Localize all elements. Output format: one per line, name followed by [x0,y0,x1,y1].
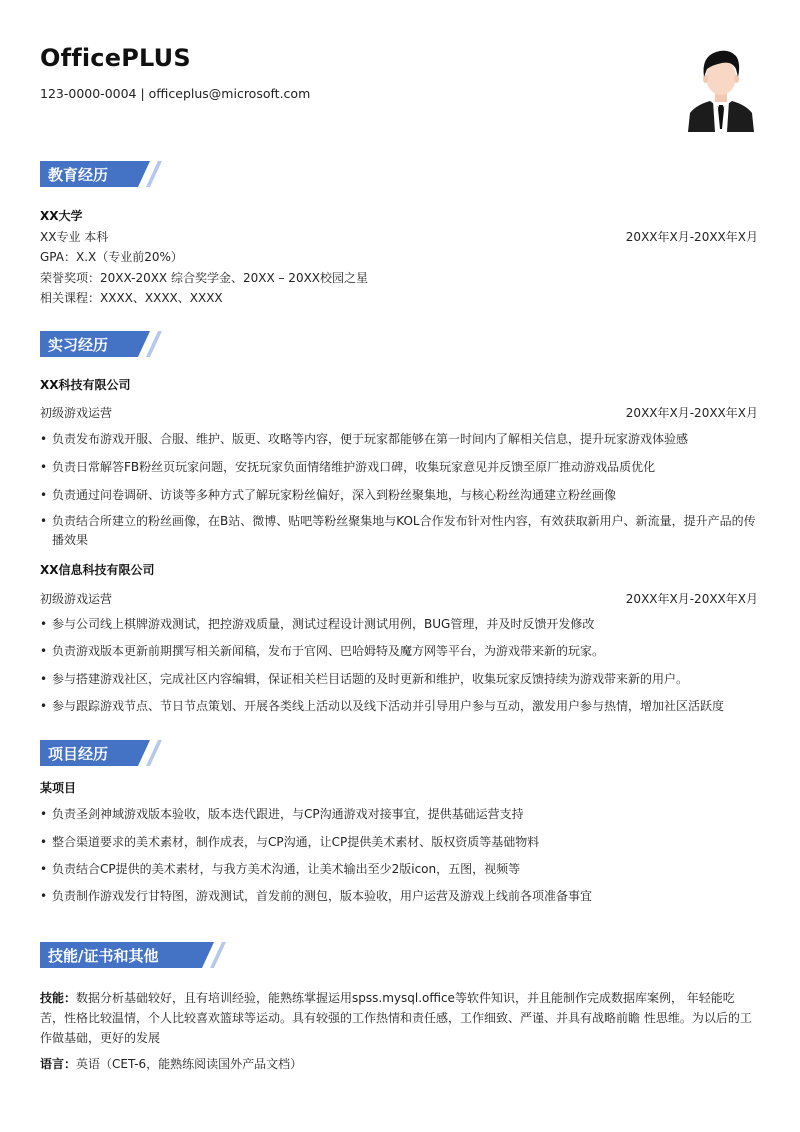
language-text: 英语（CET-6，能熟练阅读国外产品文档） [76,1057,303,1071]
major: XX专业 本科 [40,230,109,244]
bullet-icon: • [40,672,48,686]
section-title-project: 项目经历 [48,745,109,763]
bullet-icon: • [40,807,48,821]
skills-paragraph [40,988,758,1048]
list-item: • 负责圣剑神域游戏版本验收，版本迭代跟进，与CP沟通游戏对接事宜，提供基础运营支持 [40,805,760,824]
job-date: 20XX年X月-20XX年X月 [625,592,758,606]
section-header-skills [40,942,226,968]
section-header-education [40,161,162,187]
bullet-icon: • [40,488,48,502]
job-date: 20XX年X月-20XX年X月 [625,406,758,420]
list-item: • 负责游戏版本更新前期撰写相关新闻稿，发布于官网、巴哈姆特及魔方网等平台，为游戏带来新的玩家。 [40,642,760,661]
project-name: 某项目 [40,781,77,795]
bullet-icon: • [40,699,48,713]
skills-label: 技能： [40,991,77,1005]
gpa: GPA：X.X（专业前20%） [40,250,183,264]
language-label: 语言： [40,1057,77,1071]
skills-text: 数据分析基础较好，且有培训经验，能熟练掌握运用spss.mysql.office等软件知识，并且能制作完成数据库案例， 年轻能吃苦，性格比较温情，个人比较喜欢篮球等运动。具有较强的工作热情和责任感，工作细致、严谨、并具有战略前瞻 性思维。为以后的工作做基础，更好的发展 [40,991,752,1045]
bullet-icon: • [40,644,48,658]
bullet-icon: • [40,514,48,528]
company-name: XX科技有限公司 [40,378,131,392]
list-item: • 负责发布游戏开服、合服、维护、版更、攻略等内容，便于玩家都能够在第一时间内了解相关信息，提升玩家游戏体验感 [40,430,760,449]
language-paragraph [40,1054,758,1074]
list-item: • 负责通过问卷调研、访谈等多种方式了解玩家粉丝偏好，深入到粉丝聚集地，与核心粉丝沟通建立粉丝画像 [40,486,760,505]
bullet-icon: • [40,617,48,631]
company-name: XX信息科技有限公司 [40,563,155,577]
bullet-icon: • [40,862,48,876]
courses: 相关课程：XXXX、XXXX、XXXX [40,291,223,305]
education-date: 20XX年X月-20XX年X月 [625,230,758,244]
avatar [688,43,754,132]
school-name: XX大学 [40,209,83,223]
section-header-project [40,740,162,766]
list-item: • 负责结合所建立的粉丝画像，在B站、微博、贴吧等粉丝聚集地与KOL合作发布针对性内容，有效获取新用户、新流量，提升产品的传播效果 [40,514,756,547]
honors: 荣誉奖项：20XX-20XX 综合奖学金、20XX – 20XX校园之星 [40,271,369,285]
list-item: • 整合渠道要求的美术素材，制作成表，与CP沟通，让CP提供美术素材、版权资质等基础物料 [40,833,760,852]
section-header-internship [40,331,162,357]
list-item: • 参与搭建游戏社区，完成社区内容编辑，保证相关栏目话题的及时更新和维护，收集玩家反馈持续为游戏带来新的用户。 [40,670,760,689]
job-role: 初级游戏运营 [40,406,113,420]
bullet-icon: • [40,460,48,474]
list-item: • 参与跟踪游戏节点、节日节点策划、开展各类线上活动以及线下活动并引导用户参与互动，激发用户参与热情，增加社区活跃度 [40,697,760,716]
bullet-icon: • [40,835,48,849]
bullet-icon: • [40,889,48,903]
section-title-education: 教育经历 [48,166,109,184]
job-role: 初级游戏运营 [40,592,113,606]
contact-info: 123-0000-0004 | officeplus@microsoft.com [40,86,311,101]
candidate-name: OfficePLUS [40,44,191,72]
list-item: • 负责制作游戏发行甘特图，游戏测试，首发前的测包，版本验收，用户运营及游戏上线前各项准备事宜 [40,887,760,906]
list-item: • 参与公司线上棋牌游戏测试，把控游戏质量，测试过程设计测试用例，BUG管理，并及时反馈开发修改 [40,615,760,634]
bullet-icon: • [40,432,48,446]
list-item: • 负责结合CP提供的美术素材，与我方美术沟通，让美术输出至少2版icon，五图，视频等 [40,860,760,879]
section-title-skills: 技能/证书和其他 [48,947,159,965]
section-title-internship: 实习经历 [48,336,109,354]
list-item: • 负责日常解答FB粉丝页玩家问题，安抚玩家负面情绪维护游戏口碑，收集玩家意见并反馈至原厂推动游戏品质优化 [40,458,760,477]
